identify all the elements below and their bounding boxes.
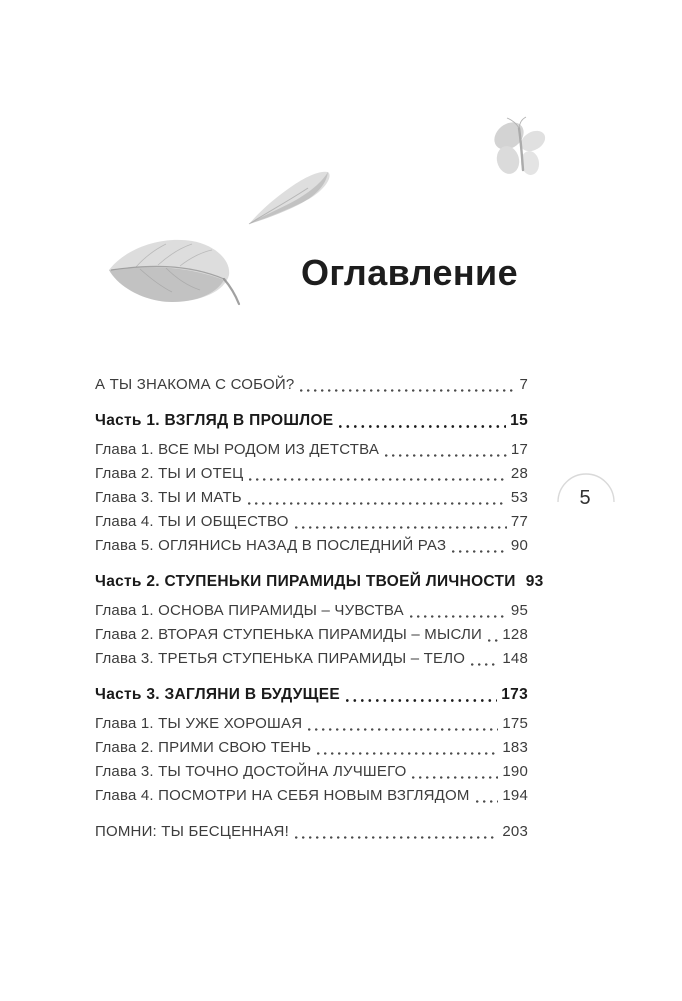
toc-entry-page-number: 173: [501, 686, 528, 703]
toc-entry-page-number: 95: [510, 602, 528, 619]
toc-entry-page-number: 93: [525, 573, 544, 590]
toc-entry-page-number: 203: [502, 823, 528, 840]
toc-entry-label: Часть 3. ЗАГЛЯНИ В БУДУЩЕЕ: [95, 686, 341, 703]
toc-entry-page-number: 148: [502, 650, 528, 667]
toc-entry: [95, 462, 528, 486]
dot-leader: [248, 502, 507, 505]
toc-entry: [95, 736, 528, 760]
toc-entry-label: Глава 3. ТЫ И МАТЬ: [95, 489, 242, 506]
toc-entry-label: Глава 3. ТЫ ТОЧНО ДОСТОЙНА ЛУЧШЕГО: [95, 763, 407, 780]
toc-entry: [95, 647, 528, 671]
dot-leader: [452, 550, 507, 553]
leaf-large-icon: [106, 234, 244, 314]
toc-entry-label: Глава 2. ВТОРАЯ СТУПЕНЬКА ПИРАМИДЫ – МЫСЛИ: [95, 626, 483, 643]
toc-entry-page-number: 194: [502, 787, 528, 804]
page-number-badge: [556, 470, 616, 512]
toc-entry: [95, 623, 528, 647]
toc-entry: [95, 683, 528, 707]
toc-entry: [95, 486, 528, 510]
dot-leader: [410, 615, 507, 618]
toc-entry-label: Глава 3. ТРЕТЬЯ СТУПЕНЬКА ПИРАМИДЫ – ТЕЛО: [95, 650, 466, 667]
toc-entry: [95, 570, 544, 594]
toc-entry-page-number: 90: [510, 537, 528, 554]
toc-entry-page-number: 53: [510, 489, 528, 506]
toc-entry-label: Глава 4. ПОСМОТРИ НА СЕБЯ НОВЫМ ВЗГЛЯДОМ: [95, 787, 470, 804]
toc-entry-label: Глава 5. ОГЛЯНИСЬ НАЗАД В ПОСЛЕДНИЙ РАЗ: [95, 537, 447, 554]
toc-entry: [95, 373, 528, 397]
toc-entry-label: А ТЫ ЗНАКОМА С СОБОЙ?: [95, 376, 295, 393]
dot-leader: [295, 836, 498, 839]
toc-entry-page-number: 183: [502, 739, 528, 756]
dot-leader: [471, 663, 498, 666]
dot-leader: [249, 478, 506, 481]
page-number: 5: [579, 487, 591, 509]
dot-leader: [385, 454, 507, 457]
toc-entry-page-number: 175: [502, 715, 528, 732]
toc-entry: [95, 784, 528, 808]
toc-entry: [95, 510, 528, 534]
toc-entry: [95, 760, 528, 784]
toc-entry-page-number: 77: [510, 513, 528, 530]
table-of-contents: [95, 373, 544, 844]
toc-entry-page-number: 28: [510, 465, 528, 482]
toc-entry-label: Глава 2. ПРИМИ СВОЮ ТЕНЬ: [95, 739, 312, 756]
dot-leader: [317, 752, 498, 755]
toc-entry-page-number: 15: [510, 412, 528, 429]
toc-entry-label: Часть 1. ВЗГЛЯД В ПРОШЛОЕ: [95, 412, 334, 429]
toc-entry-label: ПОМНИ: ТЫ БЕСЦЕННАЯ!: [95, 823, 289, 840]
dot-leader: [300, 389, 515, 392]
toc-entry: [95, 409, 528, 433]
toc-entry: [95, 438, 528, 462]
toc-entry: [95, 712, 528, 736]
toc-entry-label: Глава 2. ТЫ И ОТЕЦ: [95, 465, 244, 482]
toc-entry-page-number: 7: [519, 376, 528, 393]
dot-leader: [476, 800, 499, 803]
dot-leader: [346, 699, 497, 702]
toc-entry-page-number: 190: [502, 763, 528, 780]
dot-leader: [488, 639, 498, 642]
toc-entry: [95, 534, 528, 558]
toc-entry-label: Глава 1. ОСНОВА ПИРАМИДЫ – ЧУВСТВА: [95, 602, 404, 619]
toc-entry: [95, 820, 528, 844]
toc-entry-label: Глава 1. ВСЕ МЫ РОДОМ ИЗ ДЕТСТВА: [95, 441, 380, 458]
dot-leader: [295, 526, 507, 529]
page-title: Оглавление: [301, 252, 518, 293]
dot-leader: [308, 728, 498, 731]
toc-entry-label: Часть 2. СТУПЕНЬКИ ПИРАМИДЫ ТВОЕЙ ЛИЧНОСТИ: [95, 573, 516, 590]
toc-entry-page-number: 128: [502, 626, 528, 643]
butterfly-icon: [492, 116, 550, 184]
dot-leader: [339, 425, 506, 428]
toc-entry-page-number: 17: [510, 441, 528, 458]
leaf-small-icon: [246, 166, 334, 230]
toc-entry-label: Глава 1. ТЫ УЖЕ ХОРОШАЯ: [95, 715, 303, 732]
toc-entry: [95, 599, 528, 623]
dot-leader: [412, 776, 498, 779]
toc-entry-label: Глава 4. ТЫ И ОБЩЕСТВО: [95, 513, 289, 530]
